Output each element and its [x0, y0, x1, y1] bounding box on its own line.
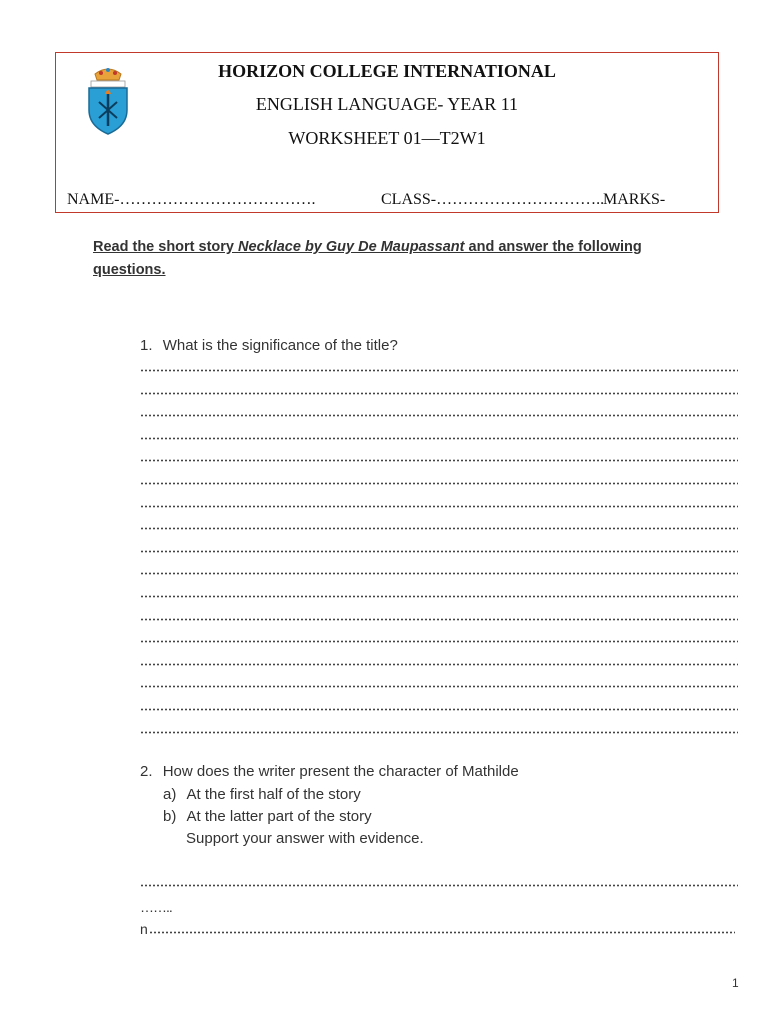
marks-field[interactable]: MARKS- [603, 191, 666, 208]
instruction-text [93, 236, 713, 282]
part-label: b) [163, 808, 177, 825]
answer-line[interactable] [140, 685, 738, 688]
answer-line[interactable] [140, 884, 738, 887]
answer-line[interactable] [140, 459, 738, 462]
question-2 [140, 763, 519, 780]
answer-line[interactable] [140, 595, 738, 598]
answer-line-short[interactable]: …….. [140, 899, 172, 915]
answer-line[interactable] [140, 505, 738, 508]
worksheet-title: WORKSHEET 01—T2W1 [288, 128, 486, 148]
answer-line-prefixed[interactable] [140, 921, 148, 937]
answer-line[interactable] [140, 414, 738, 417]
question-2a [163, 786, 361, 803]
answer-line[interactable] [140, 640, 738, 643]
answer-line[interactable] [140, 392, 738, 395]
question-number: 1. [140, 337, 153, 354]
answer-line[interactable] [140, 572, 738, 575]
question-2b [163, 808, 372, 825]
instruction-before: Read the short story [93, 239, 239, 255]
answer-line[interactable] [140, 663, 738, 666]
question-number: 2. [140, 763, 153, 780]
class-field[interactable]: CLASS-………………………….. [381, 191, 605, 208]
question-text: What is the significance of the title? [162, 337, 398, 354]
question-2-note: Support your answer with evidence. [186, 830, 424, 847]
header-box [55, 52, 719, 213]
answer-line[interactable] [140, 437, 738, 440]
question-1 [140, 337, 398, 354]
part-text: At the first half of the story [186, 786, 361, 803]
page-number: 1 [732, 976, 739, 990]
instruction-story-title: Necklace by Guy De Maupassant [238, 239, 465, 255]
school-name: HORIZON COLLEGE INTERNATIONAL [218, 61, 556, 81]
answer-line[interactable] [140, 618, 738, 621]
answer-line[interactable] [140, 482, 738, 485]
instruction-after: and answer the following questions. [93, 239, 642, 278]
answer-line[interactable] [140, 708, 738, 711]
part-label: a) [163, 786, 177, 803]
part-text: At the latter part of the story [186, 808, 372, 825]
name-field[interactable]: NAME-………………………………. [67, 191, 316, 208]
answer-line[interactable] [140, 731, 738, 734]
question-text: How does the writer present the character of Mathilde [162, 763, 519, 780]
subject-title: ENGLISH LANGUAGE- YEAR 11 [255, 94, 519, 114]
answer-line[interactable] [140, 369, 738, 372]
answer-line[interactable] [140, 527, 738, 530]
answer-line-prefix: n [140, 921, 148, 937]
answer-line[interactable] [149, 931, 735, 934]
answer-line[interactable] [140, 550, 738, 553]
